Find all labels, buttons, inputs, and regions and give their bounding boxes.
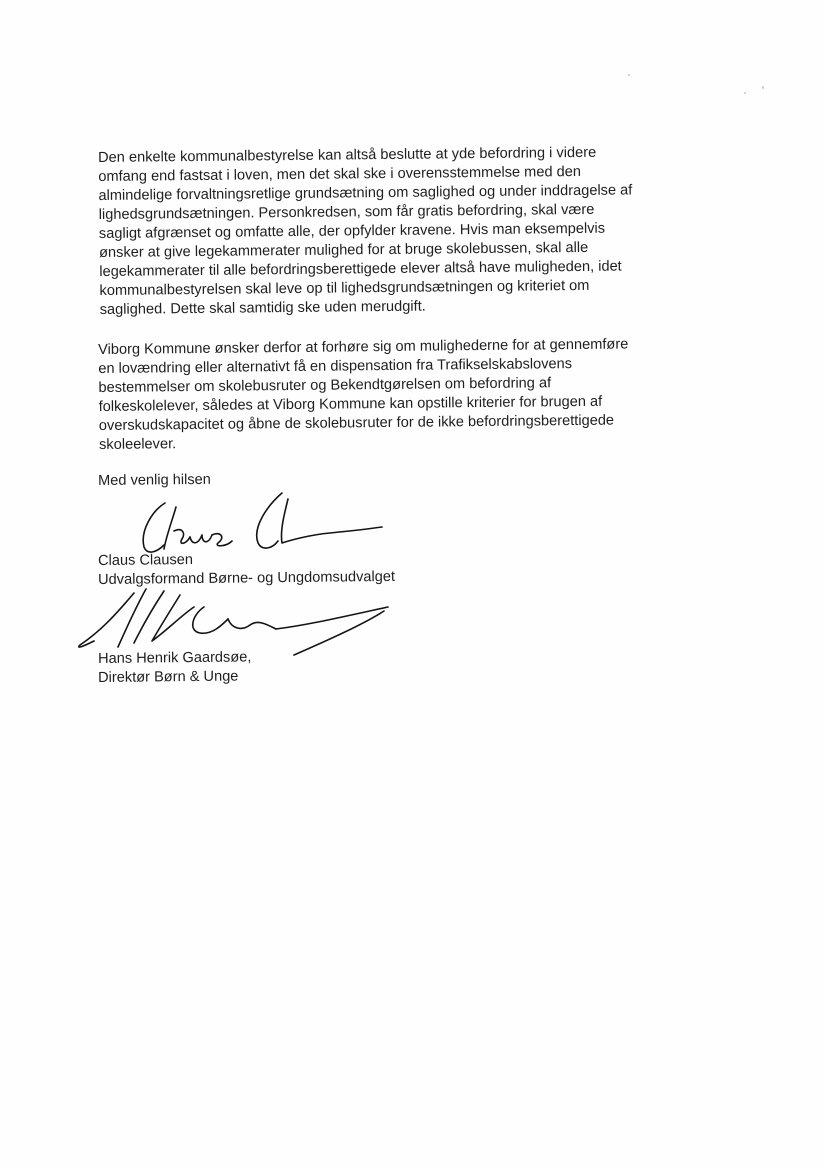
paragraph-line: ønsker at give legekammerater mulighed for at bruge skolebussen, skal alle xyxy=(99,239,589,261)
signer-title: Udvalgsformand Børne- og Ungdomsudvalget xyxy=(98,568,396,588)
signer-name: Hans Henrik Gaardsøe, xyxy=(98,649,252,667)
scan-speck xyxy=(628,74,630,76)
paragraph-line: skoleelever. xyxy=(99,436,177,453)
scan-speck xyxy=(762,86,764,89)
paragraph-line: en lovændring eller alternativt få en dispensation fra Trafikselskabslovens xyxy=(98,356,573,377)
paragraph-line: folkeskolelever, således at Viborg Kommune kan opstille kriterier for brugen af xyxy=(98,393,603,415)
paragraph-line: bestemmelser om skolebusruter og Bekendtgørelsen om befordring af xyxy=(98,375,552,396)
paragraph-line: kommunalbestyrelsen skal leve op til lighedsgrundsætningen og kriteriet om xyxy=(99,277,590,299)
paragraph-line: omfang end fastsat i loven, men det skal ske i overensstemmelse med den xyxy=(98,163,582,185)
paragraph-line: lighedsgrundsætningen. Personkredsen, som får gratis befordring, skal være xyxy=(98,201,595,223)
scan-speck xyxy=(744,92,746,94)
body-paragraph-2 xyxy=(98,336,629,455)
paragraph-line: almindelige forvaltningsretlige grundsætning om saglighed og under inddragelse af xyxy=(98,182,633,204)
paragraph-line: Viborg Kommune ønsker derfor at forhøre sig om mulighederne for at gennemføre xyxy=(98,336,629,358)
body-paragraph-1 xyxy=(98,144,633,320)
paragraph-line: legekammerater til alle befordringsberettigede elever altså have muligheden, idet xyxy=(99,258,622,280)
paragraph-line: Den enkelte kommunalbestyrelse kan altså beslutte at yde befordring i videre xyxy=(98,144,597,166)
paragraph-line: saglighed. Dette skal samtidig ske uden merudgift. xyxy=(99,298,426,318)
closing-salutation: Med venlig hilsen xyxy=(98,471,211,489)
paragraph-line: overskudskapacitet og åbne de skolebusruter for de ikke befordringsberettigede xyxy=(98,412,615,434)
signer-name: Claus Clausen xyxy=(98,552,194,569)
paragraph-line: sagligt afgrænset og omfatte alle, der opfylder kravene. Hvis man eksempelvis xyxy=(98,220,606,242)
signer-title: Direktør Børn & Unge xyxy=(98,668,239,686)
